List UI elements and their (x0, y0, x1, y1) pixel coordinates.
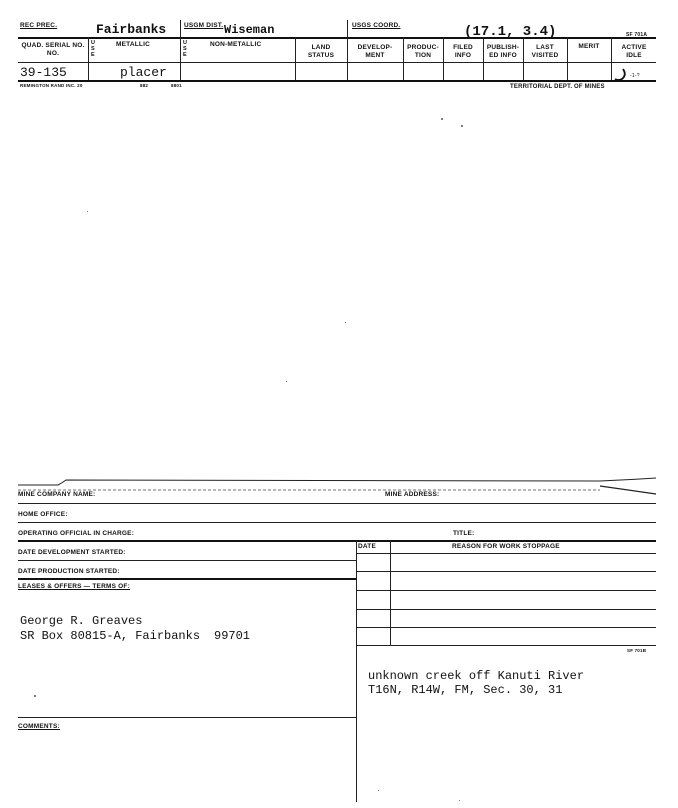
col-land-status: LAND STATUS (307, 44, 335, 59)
col-non-metallic: NON-METALLIC (210, 41, 262, 48)
form-code: SF 701A (626, 32, 648, 38)
rule (18, 560, 356, 561)
speck (459, 800, 460, 801)
leases-offers-label: LEASES & OFFERS — TERMS OF: (18, 583, 130, 590)
speck (34, 695, 36, 697)
lessee-zip: 99701 (214, 629, 251, 643)
col-merit: MERIT (578, 43, 600, 50)
home-office-label: HOME OFFICE: (18, 511, 68, 518)
date-production-label: DATE PRODUCTION STARTED: (18, 568, 120, 575)
col-divider (88, 37, 89, 80)
rec-prec-label: REC PREC. (20, 22, 58, 29)
col-quad-serial: QUAD. SERIAL NO. NO. (21, 42, 85, 57)
speck (286, 381, 287, 382)
col-metallic: METALLIC (116, 41, 150, 48)
usgm-dist-label: USGM DIST. (184, 22, 224, 29)
printer-imprint: REMINGTON RAND INC. 20 (20, 83, 83, 88)
active-mark-icon (614, 68, 628, 82)
rule (18, 717, 356, 718)
speck (87, 211, 88, 212)
col-use-2: U S E (183, 40, 188, 58)
rec-prec-value: Fairbanks (96, 22, 167, 37)
col-divider (180, 20, 181, 80)
rule (18, 578, 356, 580)
col-divider (611, 37, 612, 80)
reason-column-label: REASON FOR WORK STOPPAGE (452, 543, 560, 550)
col-divider (443, 37, 444, 80)
active-idle-value: -1-? (630, 73, 640, 79)
rule (18, 540, 656, 542)
column-header-rule (18, 62, 656, 63)
form-code-b: SF 701B (627, 648, 647, 653)
mine-company-label: MINE COMPANY NAME: (18, 491, 96, 498)
rule (356, 553, 656, 554)
usgm-dist-value: Wiseman (224, 23, 275, 37)
col-divider (347, 20, 348, 80)
date-column-label: DATE (358, 543, 377, 550)
col-filed-info: FILED INFO (453, 44, 473, 59)
location-line-2: T16N, R14W, FM, Sec. 30, 31 (368, 683, 563, 697)
col-divider (403, 37, 404, 80)
col-published-info: PUBLISH-ED INFO (486, 44, 520, 59)
usgs-coord-value: (17.1, 3.4) (464, 24, 557, 40)
quad-serial-value: 39-135 (20, 65, 67, 80)
stoppage-row-rule (356, 627, 656, 628)
rule (18, 503, 656, 504)
center-divider (356, 540, 357, 802)
printer-code-1: 882 (140, 83, 149, 88)
stoppage-row-rule (356, 609, 656, 610)
location-line-1: unknown creek off Kanuti River (368, 669, 585, 683)
header-rule (18, 37, 656, 39)
comments-label: COMMENTS: (18, 723, 60, 730)
metallic-value: placer (120, 65, 167, 80)
date-development-label: DATE DEVELOPMENT STARTED: (18, 549, 126, 556)
printer-code-2: 8801 (171, 83, 182, 88)
rule (18, 522, 656, 523)
title-label: TITLE: (453, 530, 475, 537)
col-divider (567, 37, 568, 80)
col-divider (483, 37, 484, 80)
speck (441, 118, 443, 120)
col-use-1: U S E (91, 40, 96, 58)
col-development: DEVELOP-MENT (357, 44, 393, 59)
speck (461, 125, 463, 127)
col-production: PRODUC-TION (407, 44, 439, 59)
lessee-name: George R. Greaves (20, 614, 143, 628)
row-bottom-rule (18, 80, 656, 82)
col-last-visited: LAST VISITED (531, 44, 559, 59)
date-divider (390, 540, 391, 646)
operating-official-label: OPERATING OFFICIAL IN CHARGE: (18, 530, 135, 537)
department-label: TERRITORIAL DEPT. OF MINES (510, 84, 605, 90)
stoppage-row-rule (356, 590, 656, 591)
col-divider (523, 37, 524, 80)
stoppage-row-rule (356, 645, 656, 646)
lessee-address: SR Box 80815-A, Fairbanks (20, 629, 201, 643)
col-active-idle: ACTIVE IDLE (621, 44, 647, 59)
torn-edge (0, 474, 678, 498)
stoppage-row-rule (356, 571, 656, 572)
col-divider (295, 37, 296, 80)
speck (378, 790, 379, 791)
mine-address-label: MINE ADDRESS: (385, 491, 440, 498)
speck (345, 322, 346, 323)
usgs-coord-label: USGS COORD. (352, 22, 401, 29)
